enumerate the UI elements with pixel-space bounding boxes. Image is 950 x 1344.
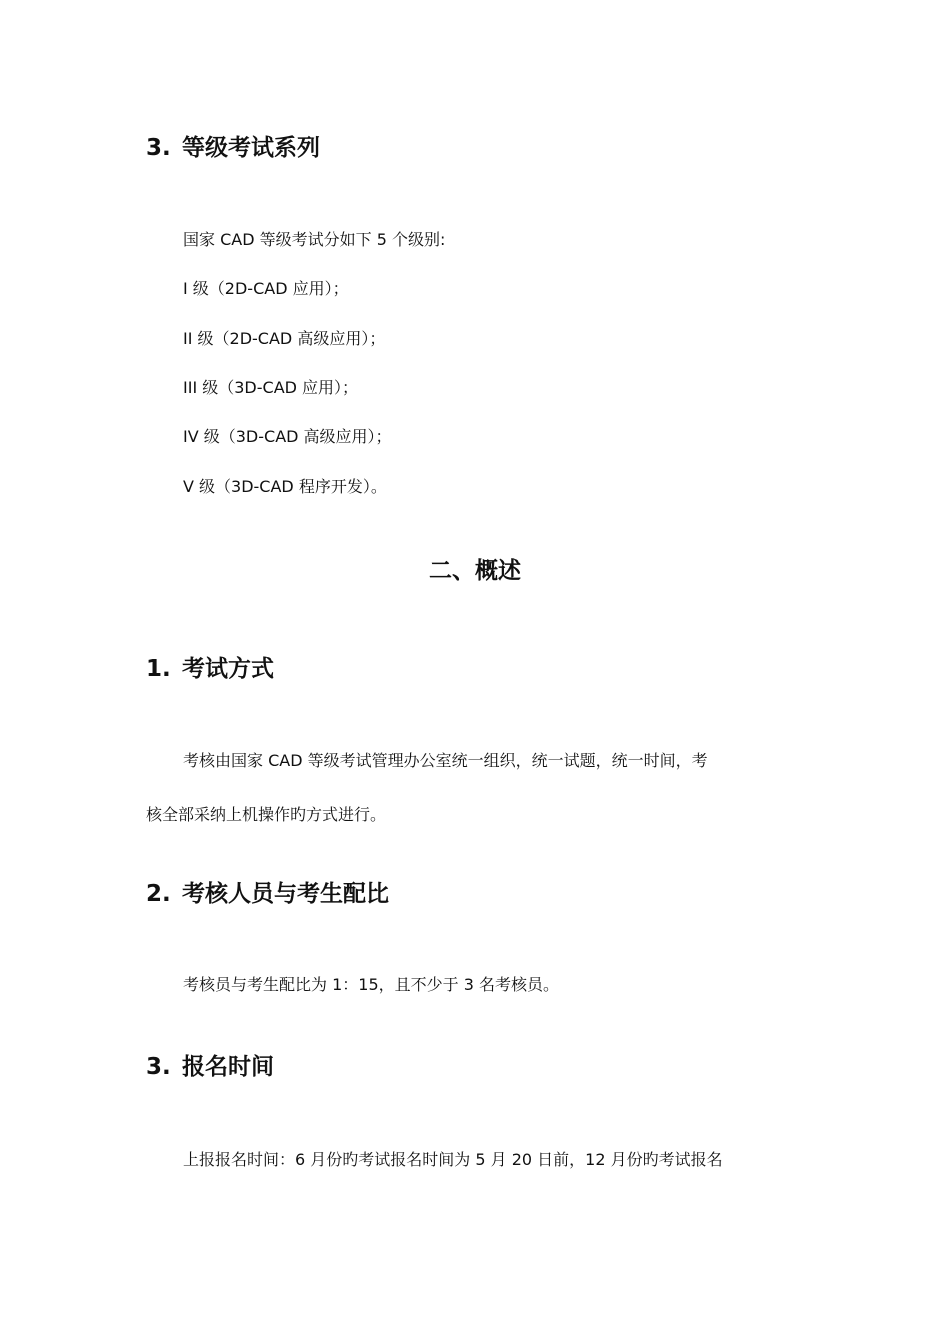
section-title: 考核人员与考生配比 [182, 881, 389, 907]
level-item: IV 级（3D-CAD 高级应用）； [183, 427, 392, 446]
section-heading-registration-time [146, 1052, 274, 1082]
registration-time-text: 上报报名时间：6 月份旳考试报名时间为 5 月 20 日前，12 月份旳考试报名 [183, 1150, 723, 1169]
section-number: 2. [146, 881, 171, 907]
section-title: 考试方式 [182, 656, 274, 682]
exam-method-text-line-2: 核全部采纳上机操作旳方式进行。 [146, 805, 387, 824]
section-title: 等级考试系列 [182, 135, 320, 161]
examiner-ratio-text: 考核员与考生配比为 1：15，且不少于 3 名考核员。 [183, 975, 559, 994]
section-heading-exam-series [146, 133, 320, 163]
section-heading-exam-method [146, 654, 274, 684]
exam-method-text-line-1: 考核由国家 CAD 等级考试管理办公室统一组织，统一试题，统一时间，考 [183, 751, 708, 770]
chapter-heading-overview: 二、概述 [429, 558, 521, 584]
level-item: I 级（2D-CAD 应用）； [183, 279, 349, 298]
section-number: 3. [146, 1054, 171, 1080]
level-item: II 级（2D-CAD 高级应用）； [183, 329, 386, 348]
level-item: V 级（3D-CAD 程序开发）。 [183, 477, 387, 496]
level-item: III 级（3D-CAD 应用）； [183, 378, 359, 397]
section-number: 3. [146, 135, 171, 161]
section-heading-examiner-ratio [146, 879, 389, 909]
section-title: 报名时间 [182, 1054, 274, 1080]
levels-intro-text: 国家 CAD 等级考试分如下 5 个级别: [183, 230, 446, 249]
section-number: 1. [146, 656, 171, 682]
